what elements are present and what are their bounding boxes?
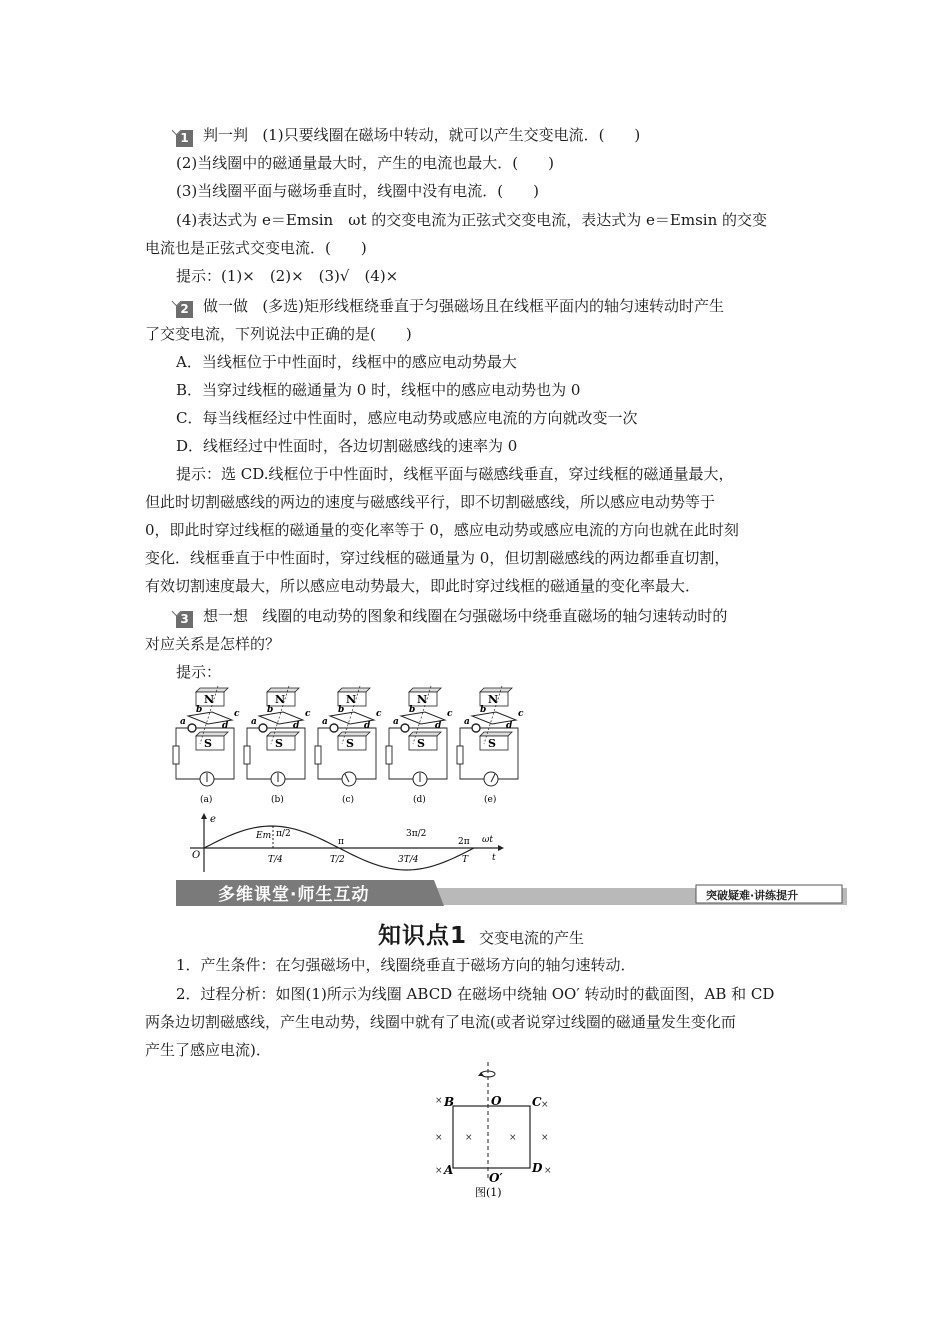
- graph-origin: O: [192, 850, 201, 861]
- q2-hint3: 0，即此时穿过线框的磁通量的变化率等于 0，感应电动势或感应电流的方向也就在此时刻: [145, 521, 739, 539]
- generator-diagrams: [170, 684, 530, 806]
- q3-title-line: [176, 606, 727, 628]
- q1-line5: 电流也是正弦式交变电流．( ): [145, 239, 367, 257]
- generator-label: (a): [200, 795, 213, 805]
- south-magnet-top: [409, 732, 441, 736]
- resistor-icon: [244, 746, 250, 764]
- q1-hint: 提示：(1)× (2)× (3)√ (4)×: [176, 267, 399, 285]
- rotation-arrowhead-icon: [478, 1072, 484, 1076]
- generator-5: [457, 686, 524, 805]
- q3-line2: 对应关系是怎样的？: [145, 635, 281, 653]
- q2-option-c: C．每当线框经过中性面时，感应电动势或感应电流的方向就改变一次: [176, 409, 638, 427]
- label-a: a: [322, 717, 328, 727]
- north-label: N: [488, 693, 499, 706]
- tick-t: T: [462, 855, 469, 865]
- q2-option-a: A．当线框位于中性面时，线框中的感应电动势最大: [176, 353, 517, 371]
- label-C: C: [532, 1095, 542, 1109]
- south-magnet-top: [480, 732, 512, 736]
- label-a: a: [180, 717, 186, 727]
- q2-hint1: 提示：选 CD.线框位于中性面时，线框平面与磁感线垂直，穿过线框的磁通量最大，: [176, 465, 734, 483]
- emf-graph: [180, 812, 510, 878]
- generator-3: [315, 686, 382, 805]
- label-c: c: [518, 709, 524, 719]
- north-magnet-top: [267, 688, 299, 692]
- tick-3t-4: 3T/4: [398, 855, 419, 865]
- q2-option-d: D．线框经过中性面时，各边切割磁感线的速率为 0: [176, 437, 518, 455]
- label-c: c: [305, 709, 311, 719]
- q1-line2: (2)当线圈中的磁通量最大时，产生的电流也最大．( ): [176, 154, 554, 172]
- resistor-icon: [386, 746, 392, 764]
- q2-title: 做一做: [203, 297, 249, 315]
- resistor-icon: [315, 746, 321, 764]
- field-cross: ×: [465, 1133, 473, 1143]
- slip-ring-icon: [472, 724, 480, 732]
- field-cross: ×: [509, 1133, 517, 1143]
- q2-title-line: [176, 296, 724, 318]
- label-b: b: [409, 705, 416, 715]
- ammeter-icon: [484, 772, 498, 786]
- label-d: d: [364, 721, 371, 731]
- tick-2pi: 2π: [458, 837, 470, 847]
- banner-title: 多维课堂·师生互动: [218, 885, 370, 905]
- generator-label: (c): [342, 795, 355, 805]
- q3-badge: 3: [176, 611, 193, 628]
- label-a: a: [464, 717, 470, 727]
- ammeter-icon: [342, 772, 356, 786]
- q1-line4: (4)表达式为 e＝Emsin ωt 的交变电流为正弦式交变电流，表达式为 e＝Emsin 的交变: [176, 211, 767, 229]
- field-cross: ×: [541, 1133, 549, 1143]
- knowledge-heading-row: [378, 917, 584, 950]
- label-d: d: [506, 721, 513, 731]
- tick-pi-2: π/2: [276, 829, 291, 839]
- banner-tag: 突破疑难·讲练提升: [706, 889, 799, 902]
- generator-1: [173, 686, 240, 805]
- field-cross: ×: [541, 1100, 549, 1110]
- north-label: N: [204, 693, 215, 706]
- q2-line2: 了交变电流，下列说法中正确的是( ): [145, 325, 412, 343]
- label-b: b: [267, 705, 274, 715]
- field-cross: ×: [435, 1133, 443, 1143]
- generator-label: (e): [484, 795, 497, 805]
- q1-title: 判一判: [203, 126, 249, 144]
- south-magnet-top: [267, 732, 299, 736]
- tick-3pi-2: 3π/2: [406, 829, 427, 839]
- label-d: d: [293, 721, 300, 731]
- q2-line1: (多选)矩形线框绕垂直于匀强磁场且在线框平面内的轴匀速转动时产生: [262, 297, 725, 315]
- q2-hint5: 有效切割速度最大，所以感应电动势最大，即此时穿过线框的磁通量的变化率最大．: [145, 577, 701, 595]
- resistor-icon: [457, 746, 463, 764]
- label-B: B: [444, 1095, 455, 1109]
- south-label: S: [417, 737, 425, 750]
- q1-line3: (3)当线圈平面与磁场垂直时，线圈中没有电流．( ): [176, 182, 539, 200]
- label-c: c: [447, 709, 453, 719]
- generator-label: (d): [413, 795, 426, 805]
- label-b: b: [480, 705, 487, 715]
- graph-x-label-bottom: t: [492, 853, 496, 863]
- tick-t-4: T/4: [268, 855, 283, 865]
- q2-hint2: 但此时切割磁感线的两边的速度与磁感线平行，即不切割磁感线，所以感应电动势等于: [145, 493, 716, 511]
- knowledge-p1: 1．产生条件：在匀强磁场中，线圈绕垂直于磁场方向的轴匀速转动．: [176, 956, 636, 974]
- south-label: S: [204, 737, 212, 750]
- slip-ring-icon: [259, 724, 267, 732]
- q3-line1: 线圈的电动势的图象和线圈在匀强磁场中绕垂直磁场的轴匀速转动时的: [262, 607, 728, 625]
- label-O: O: [491, 1094, 502, 1108]
- north-magnet-top: [338, 688, 370, 692]
- q2-option-b: B．当穿过线框的磁通量为 0 时，线框中的感应电动势也为 0: [176, 381, 581, 399]
- south-magnet-top: [338, 732, 370, 736]
- south-label: S: [346, 737, 354, 750]
- slip-ring-icon: [401, 724, 409, 732]
- tick-t-2: T/2: [330, 855, 345, 865]
- x-axis-arrow-icon: [498, 845, 504, 851]
- tick-pi: π: [338, 837, 344, 847]
- south-label: S: [488, 737, 496, 750]
- north-label: N: [346, 693, 357, 706]
- q1-badge: 1: [176, 130, 193, 147]
- q2-hint4: 变化．线框垂直于中性面时，穿过线框的磁通量为 0，但切割磁感线的两边都垂直切割，: [145, 549, 730, 567]
- north-label: N: [417, 693, 428, 706]
- graph-y-label: e: [210, 814, 216, 825]
- knowledge-p2b: 两条边切割磁感线，产生电动势，线圈中就有了电流(或者说穿过线圈的磁通量发生变化而: [145, 1013, 736, 1031]
- north-magnet-top: [480, 688, 512, 692]
- q1-title-line: [176, 125, 640, 147]
- field-cross: ×: [435, 1166, 443, 1176]
- q3-title: 想一想: [203, 607, 249, 625]
- knowledge-p2a: 2．过程分析：如图(1)所示为线圈 ABCD 在磁场中绕轴 OO′ 转动时的截面图，AB 和 CD: [176, 985, 775, 1003]
- graph-x-label-top: ωt: [482, 835, 493, 845]
- knowledge-heading: 知识点1: [378, 923, 468, 949]
- q1-line1: (1)只要线圈在磁场中转动，就可以产生交变电流．( ): [262, 126, 641, 144]
- north-label: N: [275, 693, 286, 706]
- label-b: b: [196, 705, 203, 715]
- knowledge-subtitle: 交变电流的产生: [479, 929, 585, 947]
- resistor-icon: [173, 746, 179, 764]
- slip-ring-icon: [188, 724, 196, 732]
- field-cross: ×: [544, 1166, 552, 1176]
- generator-2: [244, 686, 311, 805]
- south-label: S: [275, 737, 283, 750]
- label-c: c: [376, 709, 382, 719]
- q2-badge: 2: [176, 301, 193, 318]
- field-cross: ×: [435, 1096, 443, 1106]
- north-magnet-top: [409, 688, 441, 692]
- label-d: d: [435, 721, 442, 731]
- label-D: D: [532, 1161, 543, 1175]
- label-A: A: [444, 1163, 454, 1177]
- label-b: b: [338, 705, 345, 715]
- y-axis-arrow-icon: [201, 813, 207, 819]
- knowledge-p2c: 产生了感应电流)．: [145, 1041, 271, 1059]
- slip-ring-icon: [330, 724, 338, 732]
- figure-1-caption: 图(1): [475, 1186, 502, 1199]
- q3-hint: 提示：: [176, 663, 222, 681]
- label-a: a: [251, 717, 257, 727]
- label-d: d: [222, 721, 229, 731]
- label-c: c: [234, 709, 240, 719]
- label-O-prime: O′: [489, 1171, 503, 1185]
- label-a: a: [393, 717, 399, 727]
- north-magnet-top: [196, 688, 228, 692]
- section-banner: [176, 880, 847, 906]
- figure-1: [425, 1060, 555, 1210]
- graph-em-label: Em: [256, 831, 272, 841]
- south-magnet-top: [196, 732, 228, 736]
- generator-label: (b): [271, 795, 284, 805]
- generator-4: [386, 686, 453, 805]
